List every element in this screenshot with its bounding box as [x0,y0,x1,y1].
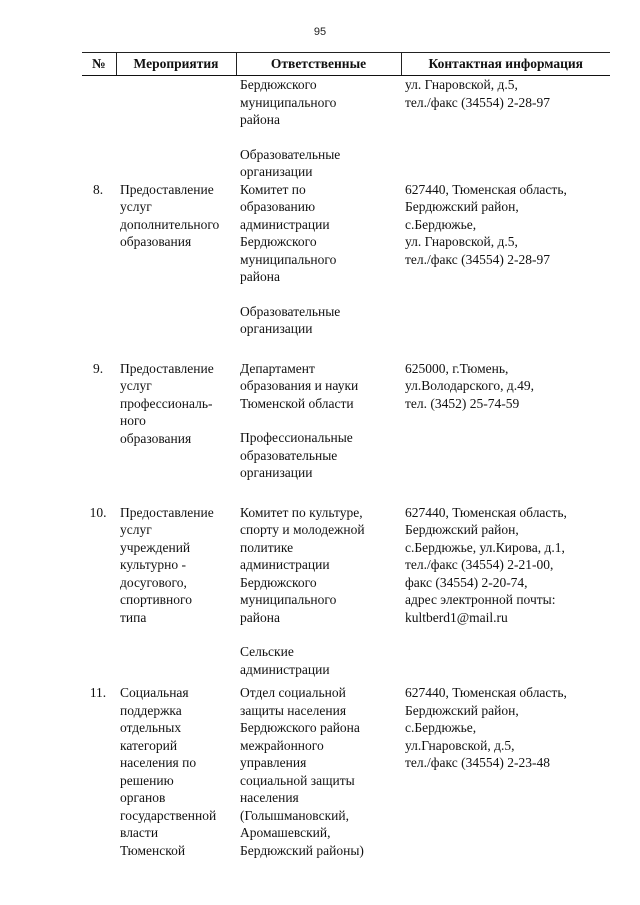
contact-cell [401,684,610,865]
table-body [82,76,610,866]
contact-line: Бердюжский район, [405,522,519,537]
responsible-cell [236,504,401,685]
paragraph-gap [240,626,397,643]
contact-line: ул. Гнаровской, д.5, [405,77,518,92]
responsible-line: администрации [240,661,330,677]
activity-line: услуг [120,199,152,214]
responsible-cell [236,181,401,360]
responsible-line: (Голышмановский, [240,807,349,823]
responsible-line: муниципального [240,251,337,267]
row-number [82,76,116,181]
responsible-line: организации [240,465,313,480]
activity-line: Предоставление [120,181,214,197]
table-row [82,76,610,181]
page-number: 95 [313,26,327,38]
responsible-line: района [240,112,280,127]
responsible-line: межрайонного [240,737,324,753]
activity-line: решению [120,772,174,788]
activity-line: дополнительного [120,216,220,232]
paragraph-gap [240,129,397,146]
contact-line: тел./факс (34554) 2-23-48 [405,755,550,770]
row-number: 10. [89,504,107,520]
activity-line: Тюменской [120,842,186,858]
contact-line: ул.Володарского, д.49, [405,378,534,393]
responsible-line: Образовательные [240,146,341,162]
contact-line: тел./факс (34554) 2-28-97 [405,251,550,267]
responsible-line: политике [240,539,294,555]
responsible-line: спорту и молодежной [240,522,365,537]
responsible-line: Тюменской области [240,395,354,411]
activity-cell [116,360,236,504]
contact-line: адрес электронной почты: [405,592,556,607]
responsible-cell [236,360,401,504]
responsible-line: Профессиональные [240,430,353,445]
activity-line: органов [120,790,166,805]
activity-line: профессиональ- [120,395,213,411]
contact-line: тел./факс (34554) 2-28-97 [405,94,550,110]
contact-cell [401,181,610,360]
activity-line: населения по [120,755,197,770]
activity-line: государственной [120,807,217,823]
activity-line: спортивного [120,592,192,607]
contact-line: 627440, Тюменская область, [405,181,567,197]
responsible-line: муниципального [240,592,337,607]
activity-cell [116,76,236,181]
contact-cell [401,504,610,685]
contact-line: тел. (3452) 25-74-59 [405,395,520,411]
row-number: 8. [92,181,104,197]
contact-line: с.Бердюжье, [405,216,477,232]
contact-line: ул.Гнаровской, д.5, [405,737,515,753]
responsible-line: Комитет по [240,181,306,197]
responsible-line: Сельские [240,644,294,659]
responsible-line: организации [240,321,313,336]
responsible-line: Бердюжского [240,234,317,249]
activity-line: типа [120,609,147,625]
events-table [82,52,610,865]
table-row [82,181,610,360]
contact-line: kultberd1@mail.ru [405,609,508,625]
contact-cell [401,76,610,181]
contact-cell [401,360,610,504]
activity-line: учреждений [120,539,191,555]
responsible-line: населения [240,790,299,805]
contact-line: с.Бердюжье, [405,720,477,735]
responsible-line: образованию [240,199,316,214]
contact-line: факс (34554) 2-20-74, [405,574,528,590]
activity-cell [116,181,236,360]
activity-line: Социальная [120,685,189,700]
paragraph-gap [240,286,397,303]
responsible-line: социальной защиты [240,772,355,788]
activity-cell [116,504,236,685]
responsible-line: Отдел социальной [240,685,346,700]
table-row [82,504,610,685]
responsible-line: района [240,609,280,625]
activity-line: образования [120,234,192,249]
responsible-line: Бердюжского [240,77,317,92]
contact-line: с.Бердюжье, ул.Кирова, д.1, [405,539,565,555]
header-number: № [82,53,116,76]
contact-line: ул. Гнаровской, д.5, [405,234,518,249]
activity-line: образования [120,430,192,446]
activity-line: Предоставление [120,504,214,520]
responsible-line: управления [240,755,307,770]
responsible-line: образования и науки [240,378,359,393]
responsible-line: защиты населения [240,702,347,718]
activity-line: поддержка [120,702,182,718]
contact-line: Бердюжский район, [405,199,519,214]
activity-line: категорий [120,737,178,753]
responsible-line: Бердюжский районы) [240,842,364,858]
contact-line: Бердюжский район, [405,702,519,718]
activity-line: услуг [120,522,152,537]
responsible-cell [236,684,401,865]
header-responsible: Ответственные [236,53,401,76]
responsible-line: Комитет по культуре, [240,504,363,520]
activity-line: отдельных [120,720,182,735]
activity-line: Предоставление [120,360,214,376]
responsible-line: Бердюжского [240,574,317,590]
responsible-line: муниципального [240,94,337,110]
table-row [82,360,610,504]
responsible-line: образовательные [240,447,338,463]
row-number: 9. [92,360,104,376]
responsible-line: района [240,269,280,284]
contact-line: 627440, Тюменская область, [405,504,567,520]
activity-line: ного [120,413,146,428]
responsible-line: администрации [240,557,330,572]
contact-line: тел./факс (34554) 2-21-00, [405,557,554,572]
activity-cell [116,684,236,865]
responsible-line: Бердюжского района [240,720,360,735]
responsible-cell [236,76,401,181]
table-row [82,684,610,865]
responsible-line: организации [240,164,313,179]
responsible-line: Департамент [240,360,315,376]
responsible-line: администрации [240,216,330,232]
responsible-line: Образовательные [240,303,341,319]
header-activities: Мероприятия [116,53,236,76]
responsible-line: Аромашевский, [240,825,331,840]
activity-line: досугового, [120,574,187,590]
contact-line: 625000, г.Тюмень, [405,360,509,376]
activity-line: услуг [120,378,152,393]
header-contact-info: Контактная информация [401,53,610,76]
row-number: 11. [89,685,107,700]
table-header-row [82,53,610,76]
contact-line: 627440, Тюменская область, [405,685,567,700]
activity-line: культурно - [120,557,186,572]
activity-line: власти [120,825,159,840]
paragraph-gap [240,412,397,429]
